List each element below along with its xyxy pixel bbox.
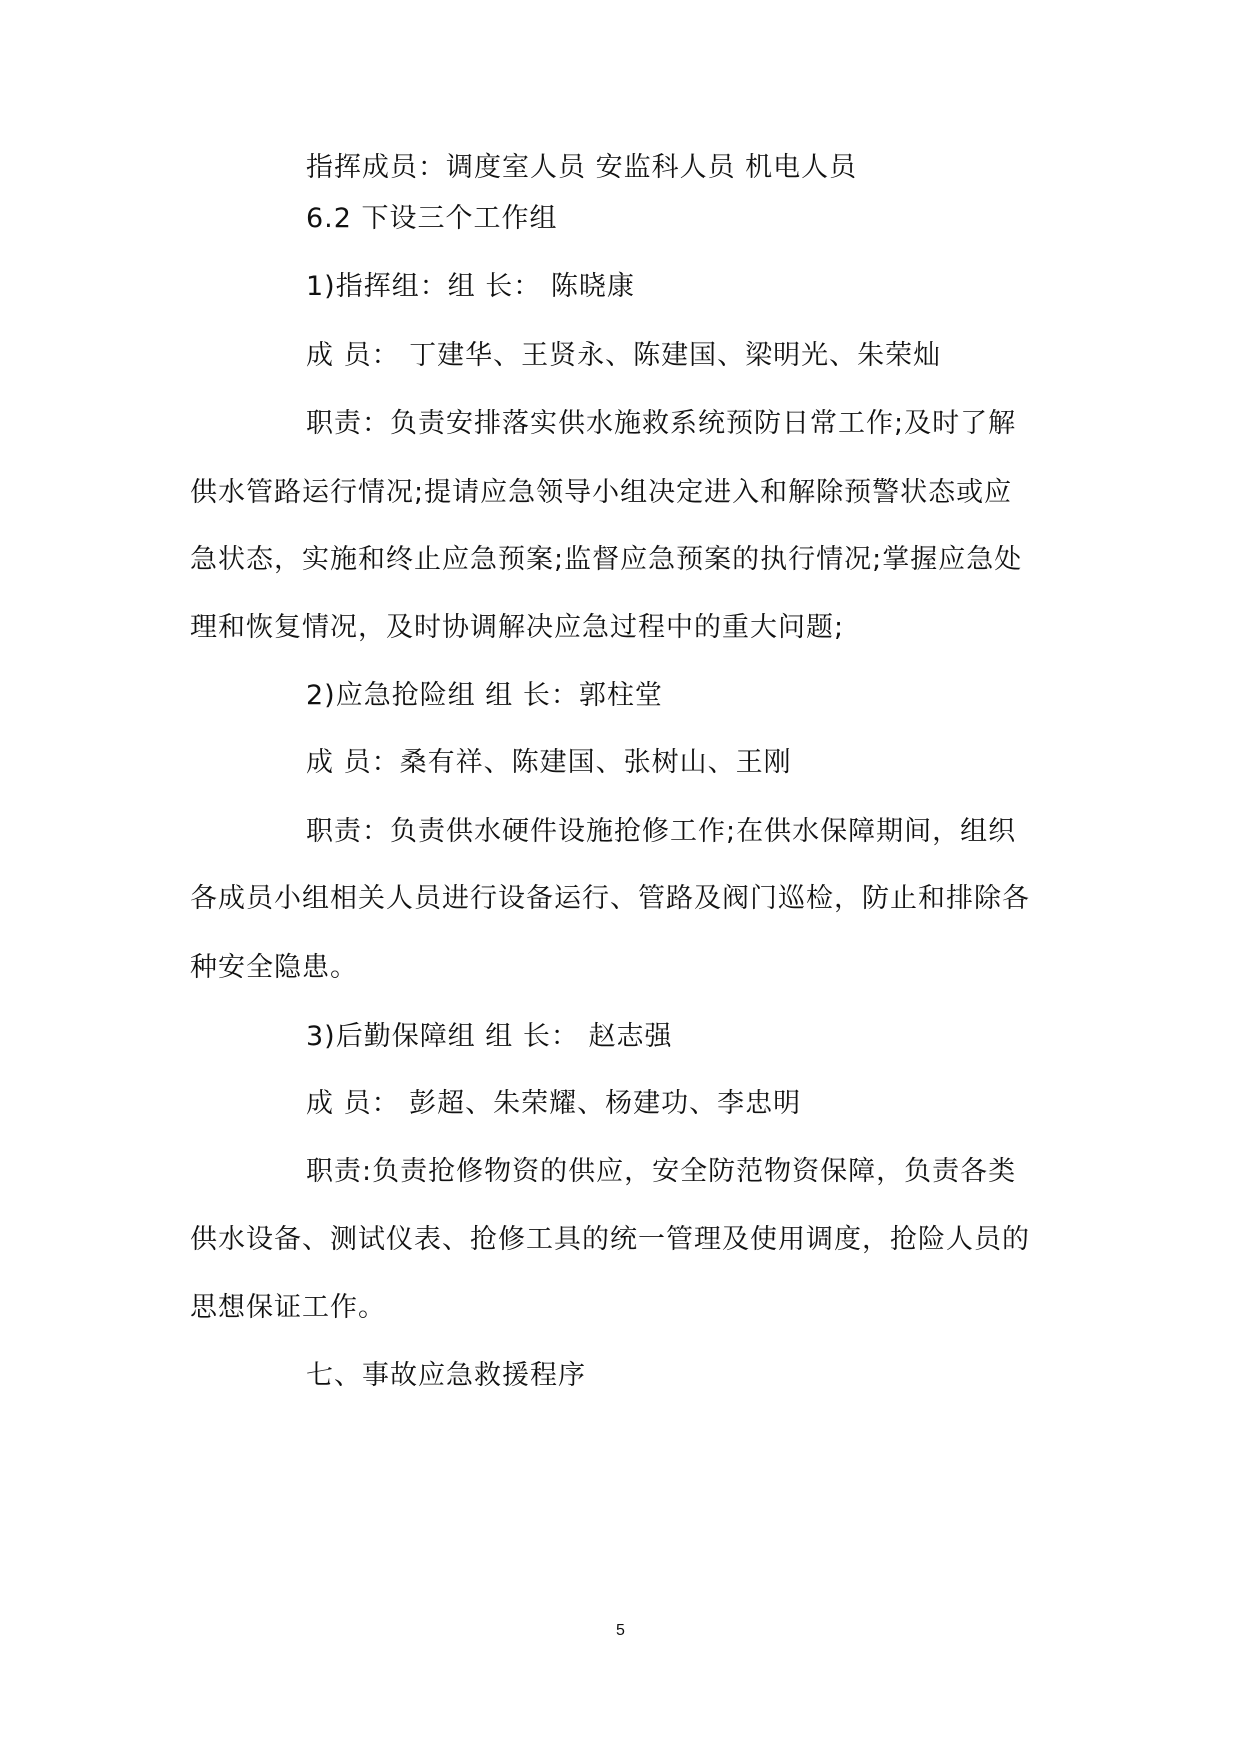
- command-group-duty-line-1: 职责：负责安排落实供水施救系统预防日常工作;及时了解: [306, 408, 1017, 439]
- rescue-group-members-line: 成 员：桑有祥、陈建国、张树山、王刚: [306, 747, 792, 778]
- logistics-group-duty-line-3: 思想保证工作。: [190, 1292, 386, 1323]
- section-heading-7: 七、事故应急救援程序: [306, 1360, 586, 1391]
- command-group-duty-line-2: 供水管路运行情况;提请应急领导小组决定进入和解除预警状态或应: [190, 477, 1013, 508]
- page-number: 5: [616, 1622, 625, 1639]
- command-group-leader-line: 1)指挥组：组 长： 陈晓康: [306, 271, 635, 302]
- logistics-group-duty-line-2: 供水设备、测试仪表、抢修工具的统一管理及使用调度，抢险人员的: [190, 1224, 1030, 1255]
- command-group-duty-line-4: 理和恢复情况，及时协调解决应急过程中的重大问题;: [190, 612, 845, 643]
- rescue-group-duty-line-2: 各成员小组相关人员进行设备运行、管路及阀门巡检，防止和排除各: [190, 883, 1030, 914]
- logistics-group-members-line: 成 员： 彭超、朱荣耀、杨建功、李忠明: [306, 1088, 802, 1119]
- command-members-line: 指挥成员：调度室人员 安监科人员 机电人员: [306, 152, 858, 183]
- command-group-duty-line-3: 急状态，实施和终止应急预案;监督应急预案的执行情况;掌握应急处: [190, 544, 1023, 575]
- rescue-group-leader-line: 2)应急抢险组 组 长：郭柱堂: [306, 680, 663, 711]
- rescue-group-duty-line-1: 职责：负责供水硬件设施抢修工作;在供水保障期间，组织: [306, 816, 1017, 847]
- logistics-group-leader-line: 3)后勤保障组 组 长： 赵志强: [306, 1021, 673, 1052]
- command-group-members-line: 成 员： 丁建华、王贤永、陈建国、梁明光、朱荣灿: [306, 340, 942, 371]
- logistics-group-duty-line-1: 职责:负责抢修物资的供应，安全防范物资保障，负责各类: [306, 1156, 1017, 1187]
- section-heading-6-2: 6.2 下设三个工作组: [306, 203, 558, 234]
- rescue-group-duty-line-3: 种安全隐患。: [190, 952, 358, 983]
